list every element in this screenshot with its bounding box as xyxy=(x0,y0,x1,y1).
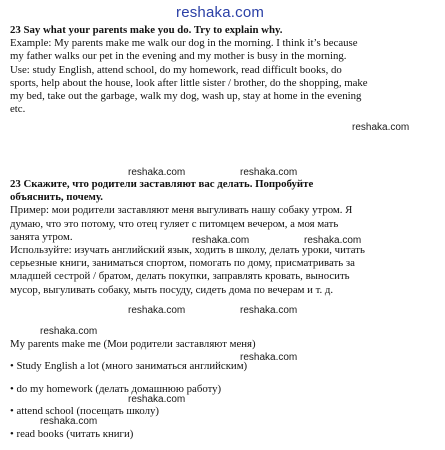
site-watermark: reshaka.com xyxy=(240,352,298,363)
task-ru-use-line: мусор, выгуливать собаку, мыть посуду, сидеть дома по вечерам и т. д. xyxy=(10,283,334,296)
task-en-use-line: my bed, take out the garbage, walk my dog, wash up, stay at home in the evening xyxy=(10,90,362,103)
task-ru-use-line: Используйте: изучать английский язык, ходить в школу, делать уроки, читать xyxy=(10,244,365,257)
task-en-example-line: my father walks our pet in the evening and my mother is busy in the morning. xyxy=(10,50,347,63)
answer-item: • do my homework (делать домашнюю работу) xyxy=(10,383,222,395)
answer-item: • read books (читать книги) xyxy=(10,428,134,440)
site-watermark: reshaka.com xyxy=(192,235,250,246)
site-watermark: reshaka.com xyxy=(352,122,410,133)
task-en-heading: 23 Say what your parents make you do. Try to explain why. xyxy=(10,24,283,36)
task-ru-example-line: думаю, что это потому, что отец гуляет с питомцем вечером, а моя мать xyxy=(10,217,339,230)
site-watermark: reshaka.com xyxy=(128,305,186,316)
answer-intro: My parents make me (Мои родители заставляют меня) xyxy=(10,338,256,350)
site-watermark: reshaka.com xyxy=(240,305,298,316)
task-ru-use-line: младшей сестрой / братом, делать покупки, заправлять кровать, выносить xyxy=(10,270,350,283)
task-en-example-line: Example: My parents make me walk our dog in the morning. I think it’s because xyxy=(10,37,358,50)
site-watermark: reshaka.com xyxy=(304,235,362,246)
site-watermark: reshaka.com xyxy=(128,394,186,405)
answer-item: • attend school (посещать школу) xyxy=(10,405,160,417)
answer-item: • Study English a lot (много заниматься английским) xyxy=(10,360,248,372)
task-ru-heading: объяснить, почему. xyxy=(10,191,103,204)
site-watermark: reshaka.com xyxy=(40,416,98,427)
task-ru-heading: 23 Скажите, что родители заставляют вас делать. Попробуйте xyxy=(10,178,314,190)
site-watermark: reshaka.com xyxy=(240,167,298,178)
site-watermark: reshaka.com xyxy=(128,167,186,178)
task-ru-use-line: серьезные книги, заниматься спортом, помогать по дому, присматривать за xyxy=(10,257,355,270)
task-en-use-line: etc. xyxy=(10,103,26,116)
task-en xyxy=(10,24,438,116)
task-en-use-line: sports, help about the house, look after little sister / brother, do the shopping, make xyxy=(10,76,368,89)
task-ru-example-line: занята утром. xyxy=(10,230,73,243)
task-en-use-line: Use: study English, attend school, do my homework, read difficult books, do xyxy=(10,63,342,76)
task-ru-example-line: Пример: мои родители заставляют меня выгуливать нашу собаку утром. Я xyxy=(10,204,353,217)
site-watermark-top: reshaka.com xyxy=(176,4,265,21)
site-watermark: reshaka.com xyxy=(40,326,98,337)
